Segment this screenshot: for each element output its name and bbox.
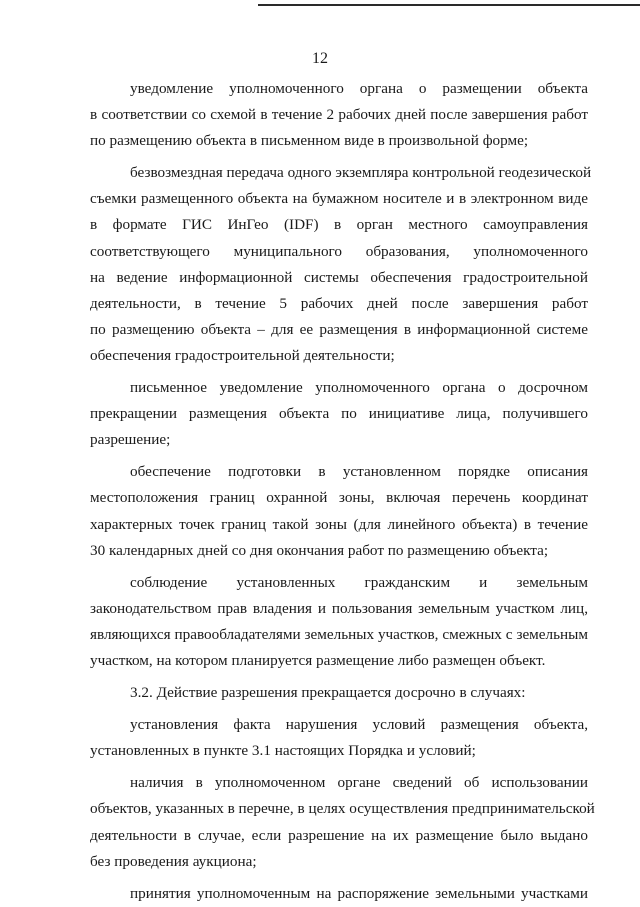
paragraph-decision <box>90 881 588 907</box>
text-line: по размещению объекта – для ее размещения в информационной системе <box>90 320 588 338</box>
text-line: без проведения аукциона; <box>90 852 257 870</box>
text-line: установленных в пункте 3.1 настоящих Порядка и условий; <box>90 742 476 760</box>
paragraph-violation <box>90 712 588 764</box>
text-line: прекращении размещения объекта по инициативе лица, получившего <box>90 405 588 423</box>
section-heading: 3.2. Действие разрешения прекращается досрочно в случаях: <box>130 684 526 702</box>
page-number: 12 <box>312 50 328 67</box>
paragraph-early-termination-notice <box>90 375 588 453</box>
document-body <box>90 76 595 907</box>
text-line: являющихся правообладателями земельных участков, смежных с земельным <box>90 625 588 643</box>
text-line: в формате ГИС ИнГео (IDF) в орган местного самоуправления <box>90 216 588 234</box>
text-line: обеспечения градостроительной деятельности; <box>90 346 395 364</box>
paragraph-land-rights <box>90 570 588 674</box>
text-line: в соответствии со схемой в течение 2 рабочих дней после завершения работ <box>90 106 588 124</box>
text-line: принятия уполномоченным на распоряжение земельными участками <box>130 884 588 902</box>
text-line: уведомление уполномоченного органа о размещении объекта <box>130 80 588 97</box>
text-line: установления факта нарушения условий размещения объекта, <box>130 716 588 734</box>
text-line: 30 календарных дней со дня окончания работ по размещению объекта; <box>90 541 549 559</box>
text-line: безвозмездная передача одного экземпляра контрольной геодезической <box>130 164 592 182</box>
text-line: разрешение; <box>90 431 171 449</box>
text-line: соблюдение установленных гражданским и земельным <box>130 573 588 591</box>
text-line: объектов, указанных в перечне, в целях осуществления предпринимательской <box>90 800 595 818</box>
paragraph-notification <box>90 76 588 154</box>
text-line: обеспечение подготовки в установленном порядке описания <box>130 463 588 481</box>
paragraph-section-3-2 <box>90 680 588 706</box>
text-line: на ведение информационной системы обеспечения градостроительной <box>90 268 588 286</box>
text-line: съемки размещенного объекта на бумажном носителе и в электронном виде <box>90 190 588 208</box>
paragraph-protection-zone <box>90 459 588 563</box>
text-line: характерных точек границ такой зоны (для линейного объекта) в течение <box>90 515 588 533</box>
paragraph-geodetic-survey <box>90 160 592 369</box>
text-line: соответствующего муниципального образования, уполномоченного <box>90 242 588 260</box>
paragraph-business-use <box>90 770 595 874</box>
text-line: законодательством прав владения и пользования земельным участком лиц, <box>90 599 588 617</box>
text-line: деятельности в случае, если разрешение на их размещение было выдано <box>90 826 588 844</box>
header-rule <box>258 4 640 6</box>
text-line: участком, на котором планируется размещение либо размещен объект. <box>90 651 546 669</box>
text-line: письменное уведомление уполномоченного органа о досрочном <box>130 379 588 397</box>
text-line: деятельности, в течение 5 рабочих дней после завершения работ <box>90 294 588 312</box>
text-line: местоположения границ охранной зоны, включая перечень координат <box>90 489 588 507</box>
text-line: наличия в уполномоченном органе сведений об использовании <box>130 774 588 792</box>
text-line: по размещению объекта в письменном виде в произвольной форме; <box>90 132 529 150</box>
